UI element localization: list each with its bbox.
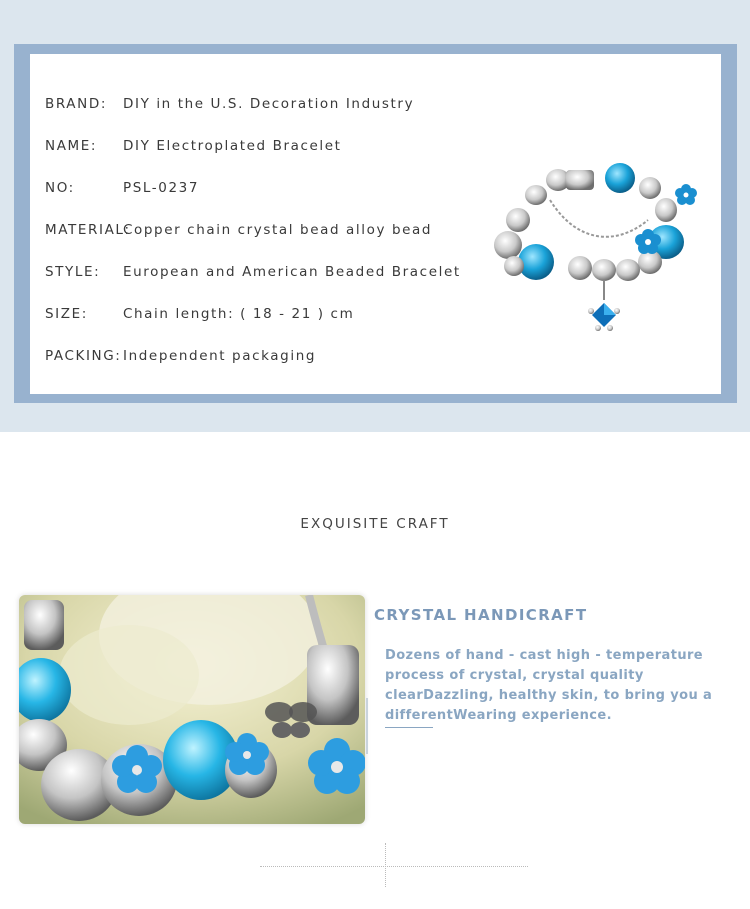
bracelet-product-image <box>488 150 713 340</box>
spec-label: SIZE: <box>45 306 88 322</box>
spec-value: DIY Electroplated Bracelet <box>123 138 342 154</box>
spec-value: Independent packaging <box>123 348 317 364</box>
feature-underline <box>385 727 433 728</box>
spec-label: STYLE: <box>45 264 101 280</box>
feature-description: Dozens of hand - cast high - temperature process of crystal, crystal quality clearDazzling, healthy skin, to bring you a differentWearing experience. <box>385 648 713 723</box>
spec-label: PACKING: <box>45 348 122 364</box>
spec-value: Copper chain crystal bead alloy bead <box>123 222 433 238</box>
spec-value: DIY in the U.S. Decoration Industry <box>123 96 415 112</box>
spec-label: NO: <box>45 180 75 196</box>
bracelet-closeup-photo <box>19 595 365 824</box>
feature-accent-bar <box>366 698 368 754</box>
dotted-divider-vertical <box>385 843 386 887</box>
feature-title: CRYSTAL HANDICRAFT <box>374 606 588 624</box>
spec-value: Chain length: ( 18 - 21 ) cm <box>123 306 355 322</box>
spec-label: BRAND: <box>45 96 107 112</box>
section-title: EXQUISITE CRAFT <box>300 516 450 532</box>
spec-label: MATERIAL: <box>45 222 131 238</box>
spec-label: NAME: <box>45 138 98 154</box>
spec-value: PSL-0237 <box>123 180 200 196</box>
dotted-divider-horizontal <box>260 866 528 867</box>
spec-value: European and American Beaded Bracelet <box>123 264 461 280</box>
